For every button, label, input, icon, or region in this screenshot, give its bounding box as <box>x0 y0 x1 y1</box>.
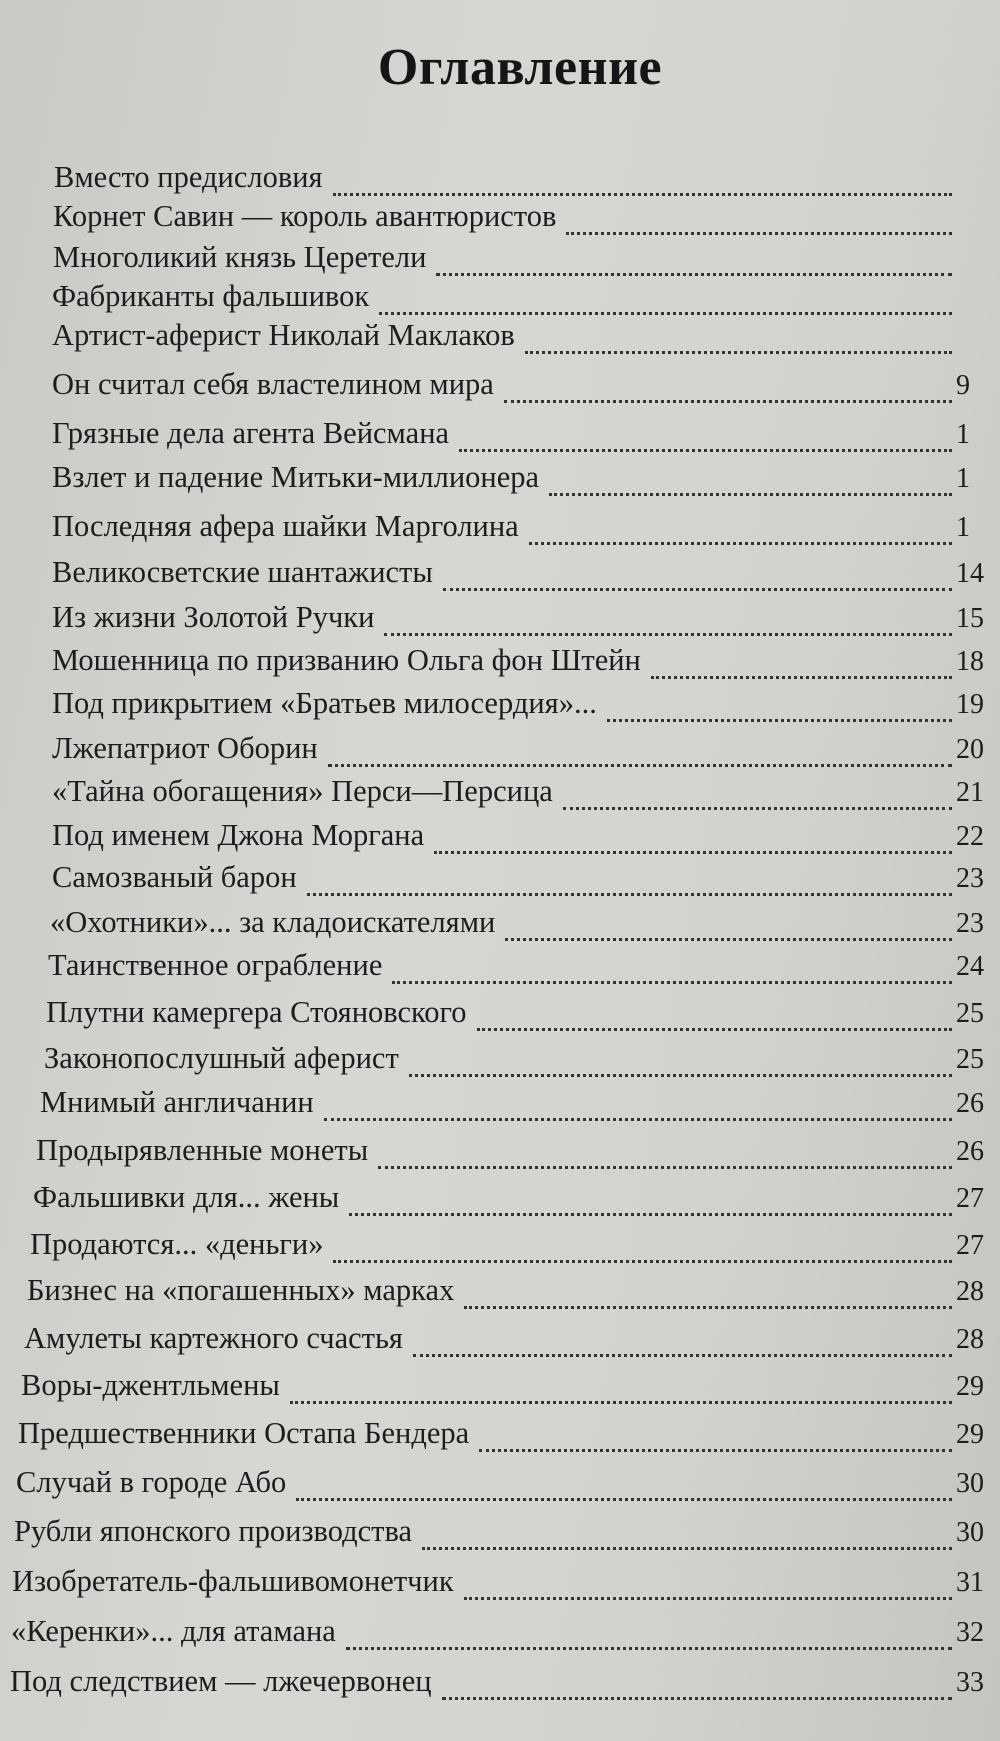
dot-leader <box>479 1449 952 1452</box>
toc-entry-title: Под именем Джона Моргана <box>52 818 425 852</box>
toc-entry <box>52 509 1000 551</box>
dot-leader <box>525 351 952 354</box>
dot-leader <box>413 1354 952 1357</box>
toc-entry <box>21 1368 1000 1410</box>
dot-leader <box>290 1401 952 1404</box>
dot-leader <box>422 1547 952 1550</box>
toc-entry <box>50 905 1000 947</box>
toc-entry <box>16 1465 1000 1507</box>
toc-page-number: 18 <box>956 646 984 677</box>
dot-leader <box>307 893 952 896</box>
toc-entry-title: Продырявленные монеты <box>36 1133 369 1167</box>
toc-page-number: 21 <box>956 777 984 808</box>
toc-entry-title: Амулеты картежного счастья <box>24 1321 403 1355</box>
dot-leader <box>296 1498 952 1501</box>
dot-leader <box>442 1697 952 1700</box>
dot-leader <box>566 232 952 235</box>
toc-entry <box>52 367 1000 409</box>
toc-page-number: 31 <box>956 1567 984 1598</box>
toc-entry-title: Законопослушный аферист <box>44 1041 399 1075</box>
toc-entry <box>24 1321 1000 1363</box>
toc-page-number: 25 <box>956 1044 984 1075</box>
toc-entry <box>48 948 1000 990</box>
page-title: Оглавление <box>377 39 663 96</box>
dot-leader <box>607 719 952 722</box>
toc-entry <box>14 1514 1000 1556</box>
dot-leader <box>529 542 952 545</box>
toc-entry <box>52 860 1000 902</box>
dot-leader <box>384 633 952 636</box>
toc-entry-title: Плутни камергера Стояновского <box>46 995 467 1029</box>
dot-leader <box>409 1074 952 1077</box>
toc-entry-title: Воры-джентльмены <box>21 1368 280 1402</box>
toc-page-number: 26 <box>956 1088 984 1119</box>
toc-entry-title: Взлет и падение Митьки-миллионера <box>52 460 540 494</box>
toc-entry <box>12 1564 1000 1606</box>
dot-leader <box>333 193 952 196</box>
toc-entry <box>10 1664 1000 1706</box>
toc-entry-title: Под следствием — лжечервонец <box>10 1664 432 1698</box>
toc-entry-title: Самозваный барон <box>52 860 297 894</box>
toc-entry-title: Великосветские шантажисты <box>52 555 433 589</box>
dot-leader <box>328 764 952 767</box>
toc-entry-title: Вместо предисловия <box>54 160 323 194</box>
dot-leader <box>349 1213 952 1216</box>
toc-page-number: 29 <box>956 1371 984 1402</box>
dot-leader <box>333 1260 952 1263</box>
toc-page-number: 26 <box>956 1136 984 1167</box>
toc-entry-title: Под прикрытием «Братьев милосердия»... <box>52 686 597 720</box>
toc-page-number: 23 <box>956 863 984 894</box>
toc-entry-title: Грязные дела агента Вейсмана <box>52 416 450 450</box>
dot-leader <box>392 981 952 984</box>
dot-leader <box>464 1597 952 1600</box>
toc-entry <box>18 1416 1000 1458</box>
dot-leader <box>464 1306 952 1309</box>
toc-entry-title: Рубли японского производства <box>14 1514 413 1548</box>
toc-page-number: 33 <box>956 1667 984 1698</box>
toc-entry-title: Фабриканты фальшивок <box>52 279 370 313</box>
toc-entry <box>52 279 1000 321</box>
toc-entry <box>54 160 1000 202</box>
dot-leader <box>324 1118 952 1121</box>
toc-entry <box>11 1614 1000 1656</box>
toc-page-number: 25 <box>956 998 984 1029</box>
toc-entry <box>52 731 1000 773</box>
dot-leader <box>378 1166 952 1169</box>
dot-leader <box>443 588 952 591</box>
toc-entry <box>52 416 1000 458</box>
toc-entry <box>27 1273 1000 1315</box>
dot-leader <box>346 1647 952 1650</box>
dot-leader <box>379 312 952 315</box>
toc-entry <box>52 318 1000 360</box>
toc-entry <box>53 199 1000 241</box>
toc-page-number: 30 <box>956 1517 984 1548</box>
toc-page-number: 1 <box>956 512 970 543</box>
dot-leader <box>477 1028 952 1031</box>
dot-leader <box>436 273 952 276</box>
dot-leader <box>459 449 952 452</box>
toc-entry-title: Предшественники Остапа Бендера <box>18 1416 470 1450</box>
toc-entry-title: Бизнес на «погашенных» марках <box>27 1273 455 1307</box>
toc-entry <box>52 643 1000 685</box>
toc-entry <box>40 1085 1000 1127</box>
dot-leader <box>505 938 952 941</box>
toc-page-number: 19 <box>956 689 984 720</box>
toc-entry-title: Он считал себя властелином мира <box>52 367 494 401</box>
toc-entry <box>44 1041 1000 1083</box>
toc-page-number: 1 <box>956 463 970 494</box>
dot-leader <box>651 676 952 679</box>
toc-entry <box>52 555 1000 597</box>
toc-page-number: 24 <box>956 951 984 982</box>
toc-entry-title: Случай в городе Або <box>16 1465 287 1499</box>
toc-entry-title: Мошенница по призванию Ольга фон Штейн <box>52 643 641 677</box>
toc-entry-title: Продаются... «деньги» <box>30 1227 324 1261</box>
toc-entry-title: Из жизни Золотой Ручки <box>52 600 375 634</box>
toc-page-number: 28 <box>956 1324 984 1355</box>
toc-entry-title: Мнимый англичанин <box>40 1085 314 1119</box>
toc-entry <box>46 995 1000 1037</box>
toc-entry <box>52 686 1000 728</box>
toc-entry-title: Фальшивки для... жены <box>33 1180 340 1214</box>
toc-page-number: 20 <box>956 734 984 765</box>
toc-entry-title: «Охотники»... за кладоискателями <box>50 905 496 939</box>
toc-page-number: 27 <box>956 1183 984 1214</box>
toc-page-number: 14 <box>956 558 984 589</box>
toc-page-number: 29 <box>956 1419 984 1450</box>
toc-entry <box>52 460 1000 502</box>
toc-page-number: 27 <box>956 1230 984 1261</box>
toc-entry-title: «Тайна обогащения» Перси—Персица <box>52 774 553 808</box>
dot-leader <box>504 400 952 403</box>
toc-page-number: 1 <box>956 419 970 450</box>
toc-entry-title: Многоликий князь Церетели <box>53 240 427 274</box>
toc-entry <box>33 1180 1000 1222</box>
toc-entry <box>52 818 1000 860</box>
toc-page-number: 22 <box>956 821 984 852</box>
toc-page-number: 30 <box>956 1468 984 1499</box>
toc-page-number: 28 <box>956 1276 984 1307</box>
toc-entry <box>30 1227 1000 1269</box>
toc-entry-title: Таинственное ограбление <box>48 948 383 982</box>
toc-entry <box>52 600 1000 642</box>
toc-page-number: 23 <box>956 908 984 939</box>
toc-entry <box>53 240 1000 282</box>
toc-entry-title: Изобретатель-фальшивомонетчик <box>12 1564 454 1598</box>
toc-entry <box>52 774 1000 816</box>
toc-page-number: 32 <box>956 1617 984 1648</box>
toc-page-number: 9 <box>956 370 970 401</box>
toc-entry-title: Корнет Савин — король авантюристов <box>53 199 557 233</box>
dot-leader <box>549 493 952 496</box>
toc-page-number: 15 <box>956 603 984 634</box>
toc-entry-title: Последняя афера шайки Марголина <box>52 509 519 543</box>
toc-entry <box>36 1133 1000 1175</box>
dot-leader <box>563 807 952 810</box>
toc-entry-title: Лжепатриот Оборин <box>52 731 318 765</box>
toc-entry-title: «Керенки»... для атамана <box>11 1614 336 1648</box>
toc-entry-title: Артист-аферист Николай Маклаков <box>52 318 515 352</box>
dot-leader <box>434 851 952 854</box>
